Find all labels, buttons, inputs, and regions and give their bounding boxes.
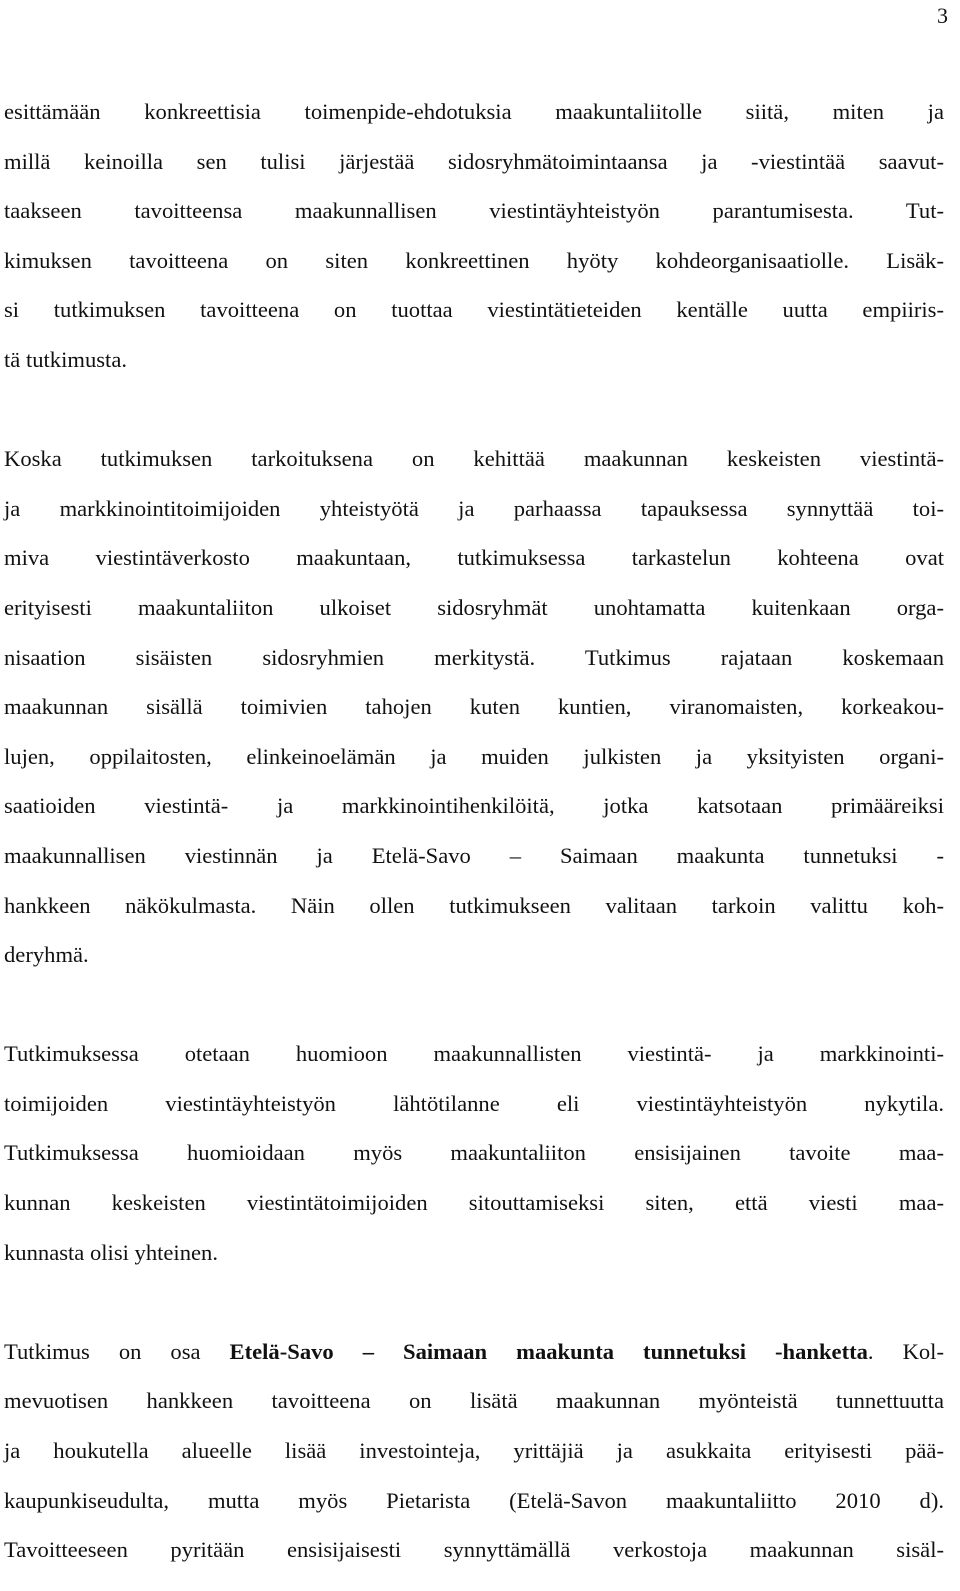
text-line: kaupunkiseudulta, mutta myös Pietarista (Etelä-Savon maakuntaliitto 2010 d). [4,1487,944,1513]
text-line: erityisesti maakuntaliiton ulkoiset sidosryhmät unohtamatta kuitenkaan orga- [4,594,944,620]
page-number: 3 [937,3,948,28]
text-line: kunnan keskeisten viestintätoimijoiden sitouttamiseksi siten, että viesti maa- [4,1190,944,1216]
text-run: . Kol- [867,1338,944,1364]
text-line: deryhmä. [4,942,89,968]
text-line: Tutkimuksessa huomioidaan myös maakuntaliiton ensisijainen tavoite maa- [4,1140,944,1166]
text-line: hankkeen näkökulmasta. Näin ollen tutkimukseen valitaan tarkoin valittu koh- [4,892,944,918]
paragraph-baseline [4,1029,944,1277]
text-line: saatioiden viestintä- ja markkinointihenkilöitä, jotka katsotaan primääreiksi [4,793,944,819]
text-line: kunnasta olisi yhteinen. [4,1239,218,1265]
paragraph-scope [4,434,944,980]
paragraph-gap [4,385,944,435]
text-line: mevuotisen hankkeen tavoitteena on lisätä maakunnan myönteistä tunnettuutta [4,1388,944,1414]
text-line: ja markkinointitoimijoiden yhteistyötä ja parhaassa tapauksessa synnyttää toi- [4,495,944,521]
text-line [4,1327,944,1377]
text-line: millä keinoilla sen tulisi järjestää sidosryhmätoimintaansa ja -viestintää saavut- [4,148,944,174]
paragraph-gap [4,1277,944,1327]
text-line: tä tutkimusta. [4,346,127,372]
text-line: Koska tutkimuksen tarkoituksena on kehittää maakunnan keskeisten viestintä- [4,446,944,472]
text-line: ja houkutella alueelle lisää investointeja, yrittäjiä ja asukkaita erityisesti pää- [4,1438,944,1464]
text-line: toimijoiden viestintäyhteistyön lähtötilanne eli viestintäyhteistyön nykytila. [4,1090,944,1116]
text-line: miva viestintäverkosto maakuntaan, tutkimuksessa tarkastelun kohteena ovat [4,545,944,571]
text-line: Tutkimuksessa otetaan huomioon maakunnallisten viestintä- ja markkinointi- [4,1041,944,1067]
project-name-bold: Etelä-Savo – Saimaan maakunta tunnetuksi -hanketta [229,1338,868,1364]
text-line: Tavoitteeseen pyritään ensisijaisesti synnyttämällä verkostoja maakunnan sisäl- [4,1537,944,1563]
paragraph-objectives [4,87,944,385]
text-line: lujen, oppilaitosten, elinkeinoelämän ja muiden julkisten ja yksityisten organi- [4,743,944,769]
paragraph-gap [4,980,944,1030]
paragraph-project [4,1327,944,1575]
text-line: kimuksen tavoitteena on siten konkreettinen hyöty kohdeorganisaatiolle. Lisäk- [4,247,944,273]
text-line: esittämään konkreettisia toimenpide-ehdotuksia maakuntaliitolle siitä, miten ja [4,99,944,124]
text-line: si tutkimuksen tavoitteena on tuottaa viestintätieteiden kentälle uutta empiiris- [4,297,944,323]
text-line: nisaation sisäisten sidosryhmien merkitystä. Tutkimus rajataan koskemaan [4,644,944,670]
text-line: maakunnan sisällä toimivien tahojen kuten kuntien, viranomaisten, korkeakou- [4,694,944,720]
text-run: Tutkimus on osa [4,1338,230,1364]
text-line: maakunnallisen viestinnän ja Etelä-Savo – Saimaan maakunta tunnetuksi - [4,842,944,868]
text-line: taakseen tavoitteensa maakunnallisen viestintäyhteistyön parantumisesta. Tut- [4,198,944,224]
document-body [4,87,944,1575]
